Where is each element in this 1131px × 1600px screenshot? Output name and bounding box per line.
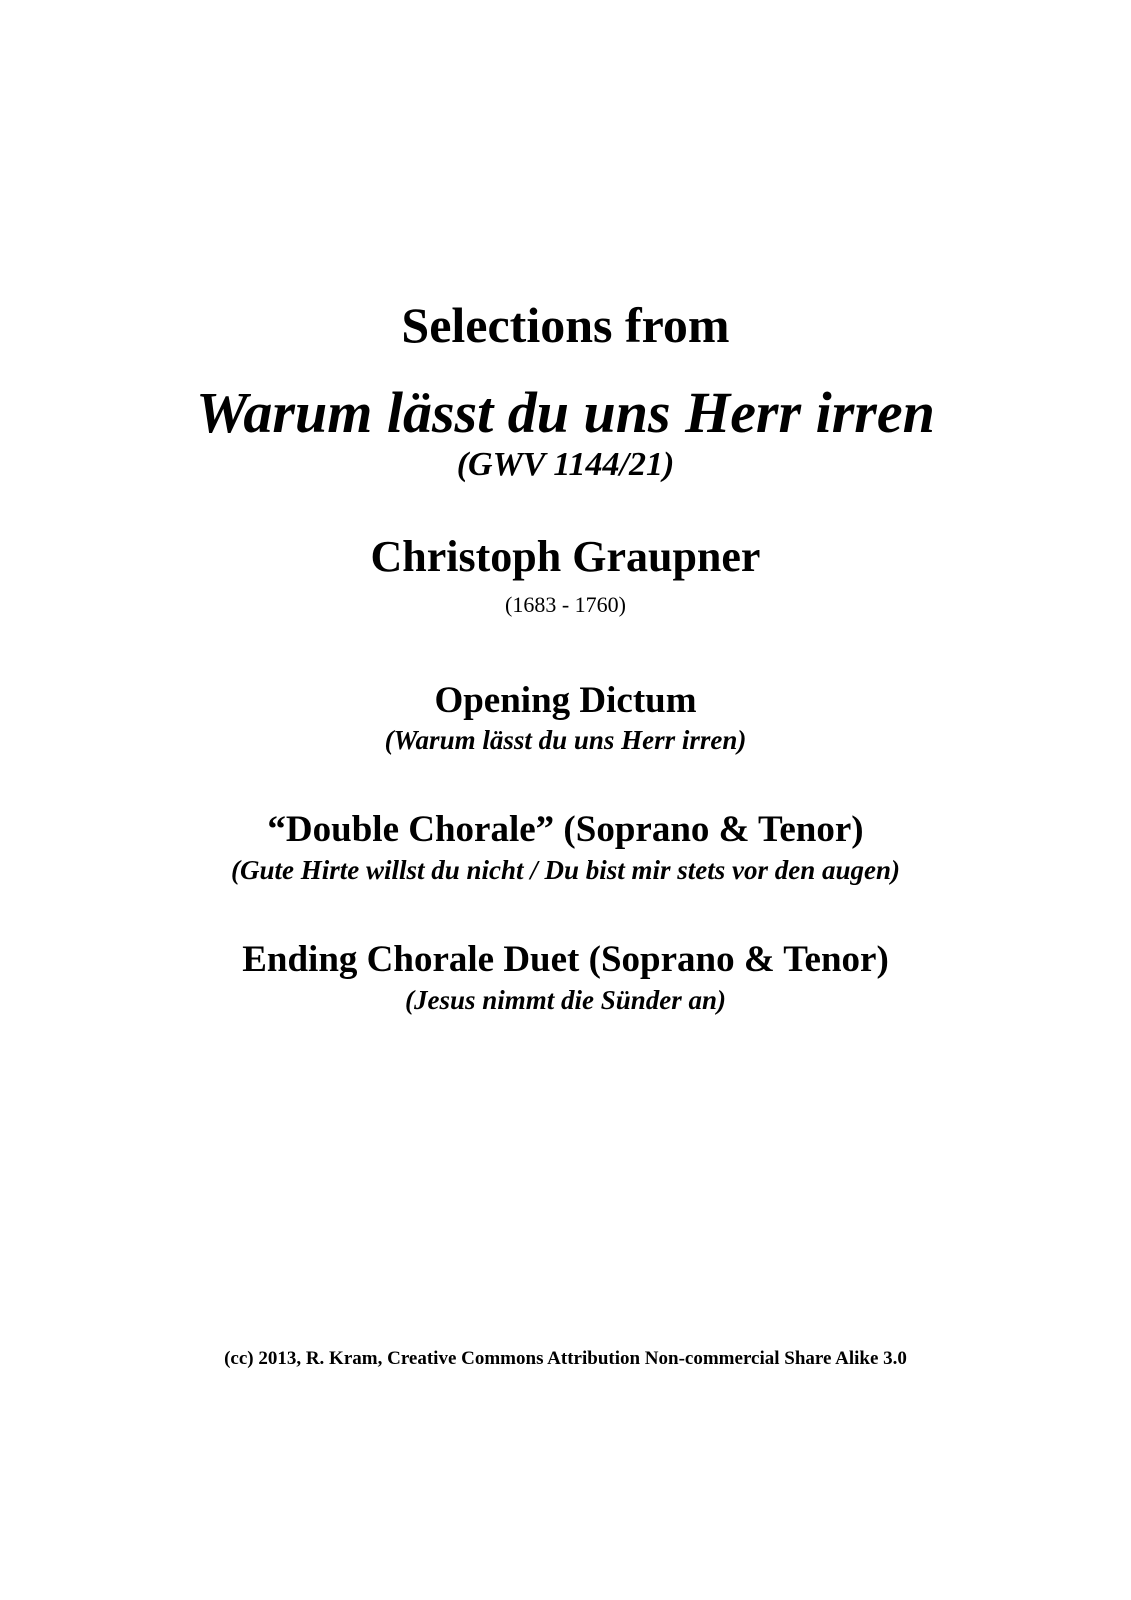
movement-subtitle: (Warum lässt du uns Herr irren) — [384, 725, 747, 755]
composer-dates: (1683 - 1760) — [505, 592, 626, 617]
heading-lead: Selections from — [401, 297, 730, 353]
movement-title: Opening Dictum — [434, 680, 697, 721]
work-title: Warum lässt du uns Herr irren — [196, 380, 935, 445]
movement-title: Ending Chorale Duet (Soprano & Tenor) — [242, 939, 889, 980]
license-footer: (cc) 2013, R. Kram, Creative Commons Attribution Non-commercial Share Alike 3.0 — [224, 1348, 907, 1369]
movement-title: “Double Chorale” (Soprano & Tenor) — [267, 809, 864, 850]
movement-subtitle: (Jesus nimmt die Sünder an) — [404, 985, 727, 1015]
catalog-number: (GWV 1144/21) — [456, 446, 675, 483]
movement-subtitle: (Gute Hirte willst du nicht / Du bist mir stets vor den augen) — [230, 855, 901, 885]
composer-name: Christoph Graupner — [370, 532, 761, 581]
